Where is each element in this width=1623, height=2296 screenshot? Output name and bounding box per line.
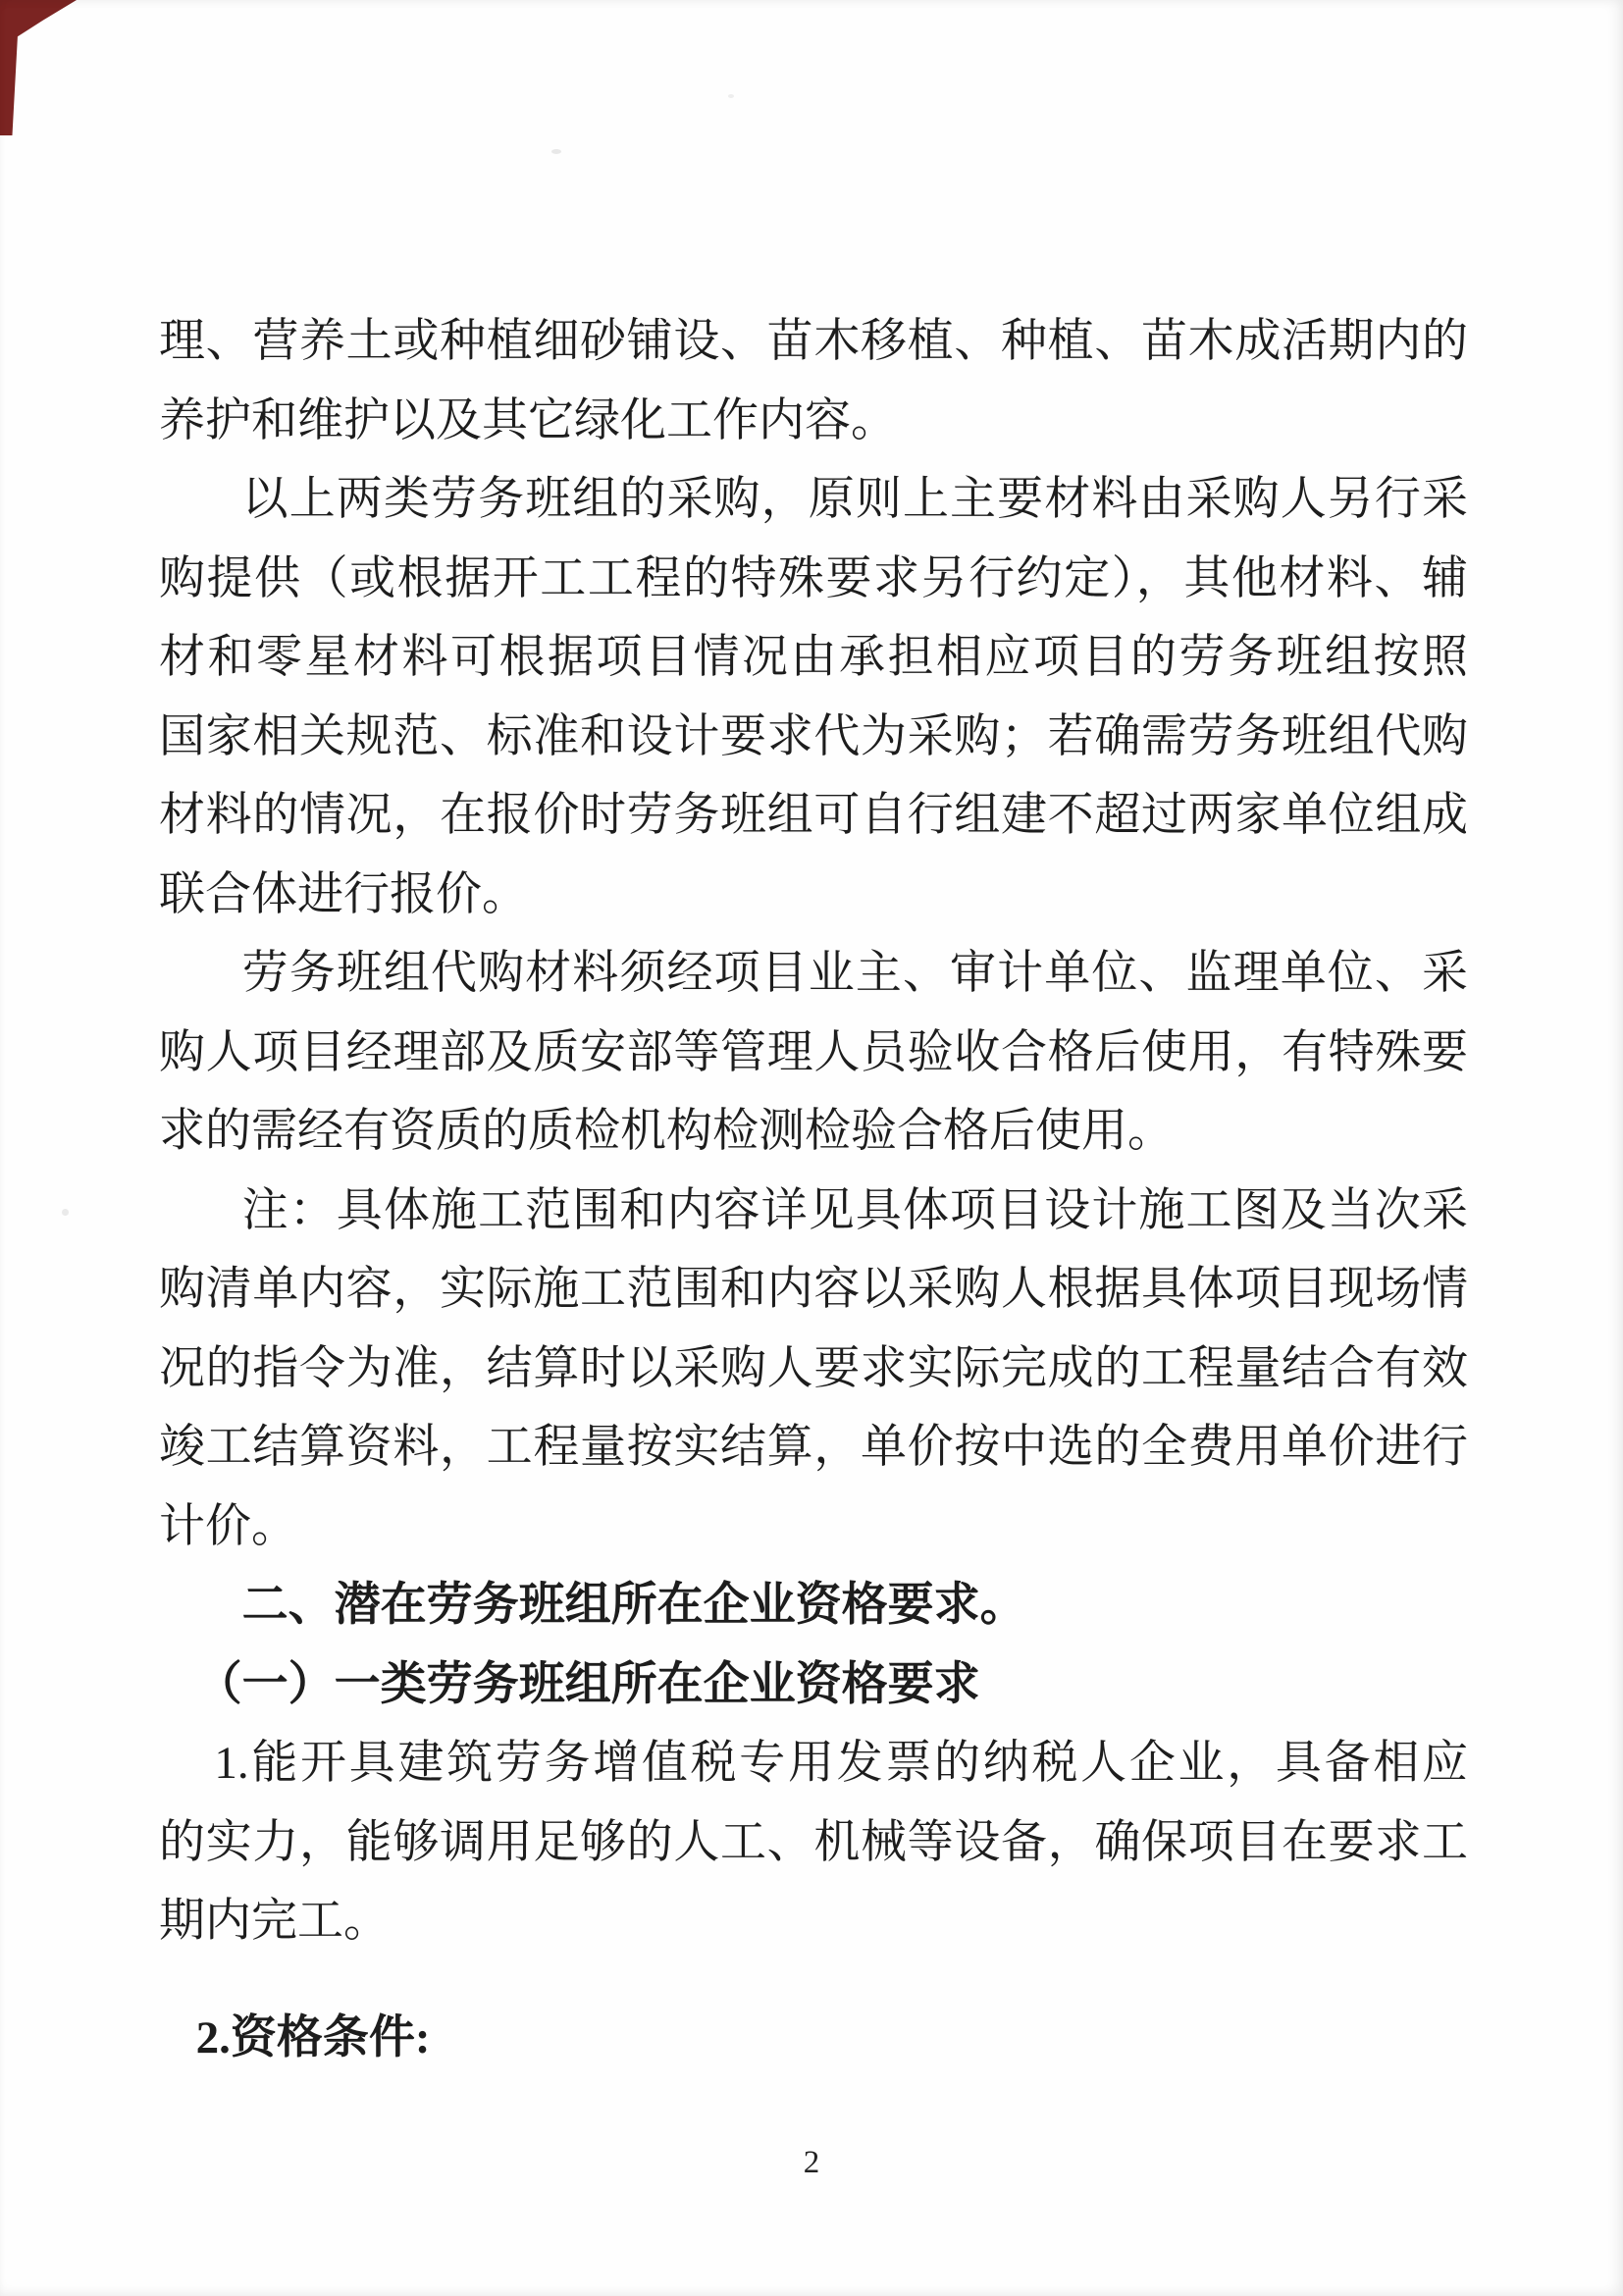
heading-subsection-1-1: （一）一类劳务班组所在企业资格要求: [195, 1658, 980, 1710]
document-body: [159, 302, 1468, 2077]
scan-speck: [551, 149, 561, 154]
paragraph-line: 购提供（或根据开工工程的特殊要求另行约定），其他材料、辅: [159, 552, 1468, 604]
paragraph-line: 国家相关规范、标准和设计要求代为采购；若确需劳务班组代购: [159, 710, 1468, 762]
note-line: 购清单内容，实际施工范围和内容以采购人根据具体项目现场情: [159, 1264, 1468, 1315]
note-line: 况的指令为准，结算时以采购人要求实际完成的工程量结合有效: [159, 1342, 1468, 1394]
page-footer: [0, 2145, 1623, 2181]
note-line: 竣工结算资料，工程量按实结算，单价按中选的全费用单价进行: [159, 1422, 1468, 1473]
note-line: 注：具体施工范围和内容详见具体项目设计施工图及当次采: [241, 1184, 1468, 1236]
paragraph-line: 购人项目经理部及质安部等管理人员验收合格后使用，有特殊要: [159, 1026, 1468, 1078]
paragraph-line: 养护和维护以及其它绿化工作内容。: [159, 394, 897, 446]
paragraph-line: 求的需经有资质的质检机构检测检验合格后使用。: [159, 1106, 1174, 1157]
scan-artifact-top-left: [0, 0, 77, 135]
paragraph-line: 联合体进行报价。: [159, 868, 528, 920]
paragraph-line: 劳务班组代购材料须经项目业主、审计单位、监理单位、采: [241, 948, 1468, 999]
page-number: 2: [803, 2145, 820, 2180]
paragraph-line: 材和零星材料可根据项目情况由承担相应项目的劳务班组按照: [159, 632, 1468, 683]
paragraph-line: 以上两类劳务班组的采购，原则上主要材料由采购人另行采: [241, 474, 1468, 525]
paragraph-line: 1.能开具建筑劳务增值税专用发票的纳税人企业，具备相应: [214, 1738, 1468, 1789]
paragraph-line: 理、营养土或种植细砂铺设、苗木移植、种植、苗木成活期内的: [159, 316, 1468, 367]
scan-speck: [728, 94, 734, 98]
heading-section-2: 二、潜在劳务班组所在企业资格要求。: [241, 1580, 1026, 1631]
scan-speck: [62, 1209, 69, 1216]
paragraph-line: 期内完工。: [159, 1896, 390, 1947]
heading-item-2: 2.资格条件:: [195, 2011, 431, 2063]
note-line: 计价。: [159, 1500, 297, 1552]
paragraph-line: 的实力，能够调用足够的人工、机械等设备，确保项目在要求工: [159, 1816, 1468, 1868]
paragraph-line: 材料的情况，在报价时劳务班组可自行组建不超过两家单位组成: [159, 790, 1468, 841]
